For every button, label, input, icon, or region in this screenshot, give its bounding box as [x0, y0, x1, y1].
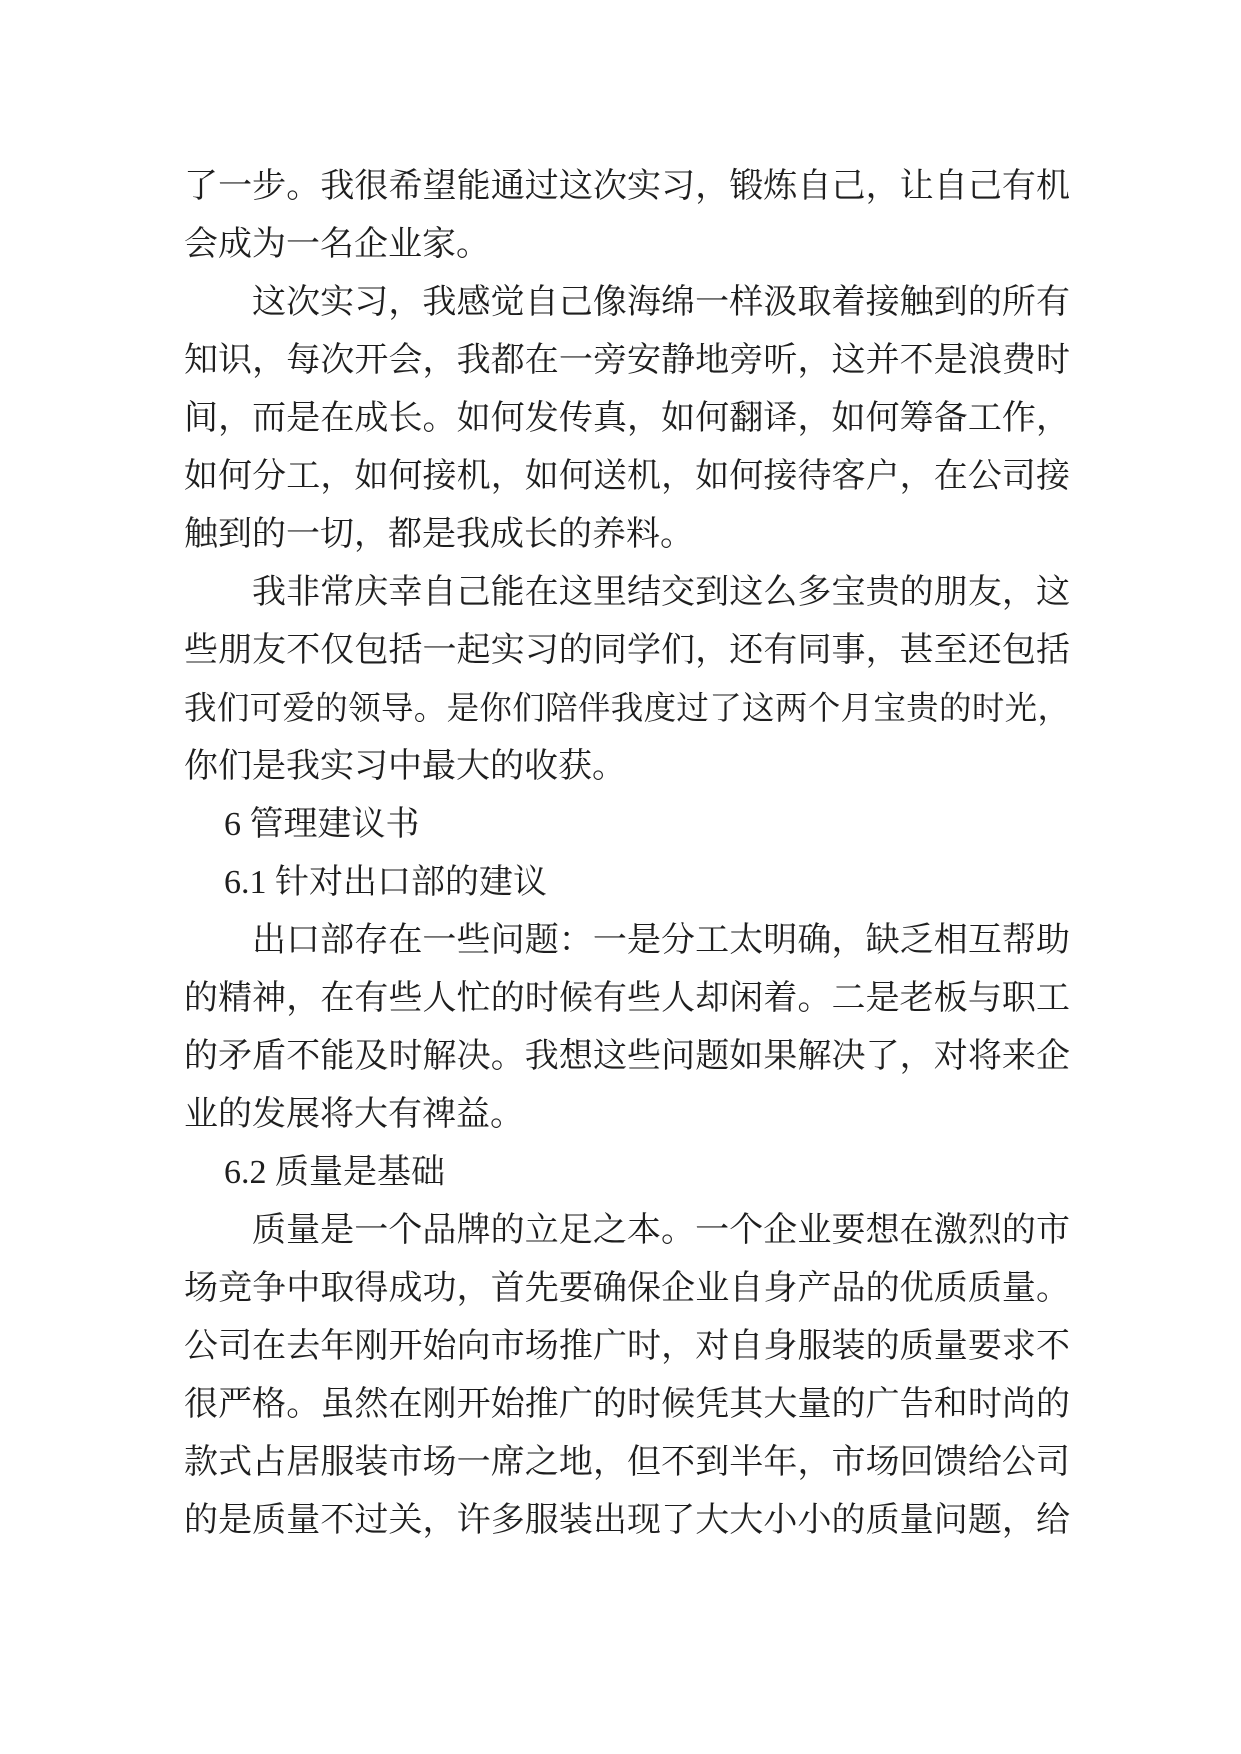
paragraph-line: 知识，每次开会，我都在一旁安静地旁听，这并不是浪费时: [184, 342, 1070, 379]
paragraph-line: 我非常庆幸自己能在这里结交到这么多宝贵的朋友，这: [252, 574, 1070, 611]
paragraph-line: 些朋友不仅包括一起实习的同学们，还有同事，甚至还包括: [184, 632, 1070, 669]
page-text-block: [184, 158, 1070, 1550]
paragraph-line: 质量是一个品牌的立足之本。一个企业要想在激烈的市: [252, 1212, 1070, 1249]
paragraph-line: 场竞争中取得成功，首先要确保企业自身产品的优质质量。: [184, 1270, 1070, 1307]
heading-section-6-2: 6.2 质量是基础: [224, 1154, 445, 1191]
paragraph-line: 款式占居服装市场一席之地，但不到半年，市场回馈给公司: [184, 1444, 1070, 1481]
paragraph-line: 公司在去年刚开始向市场推广时，对自身服装的质量要求不: [184, 1328, 1070, 1365]
paragraph-line: 这次实习，我感觉自己像海绵一样汲取着接触到的所有: [252, 284, 1070, 321]
paragraph-line: 如何分工，如何接机，如何送机，如何接待客户，在公司接: [184, 458, 1070, 495]
paragraph-line: 出口部存在一些问题：一是分工太明确，缺乏相互帮助: [252, 922, 1070, 959]
paragraph-line: 业的发展将大有禆益。: [184, 1096, 524, 1133]
heading-section-6: 6 管理建议书: [224, 806, 420, 843]
heading-section-6-1: 6.1 针对出口部的建议: [224, 864, 547, 901]
paragraph-line: 了一步。我很希望能通过这次实习，锻炼自己，让自己有机: [184, 168, 1070, 205]
paragraph-line: 触到的一切，都是我成长的养料。: [184, 516, 694, 553]
paragraph-line: 我们可爱的领导。是你们陪伴我度过了这两个月宝贵的时光，: [184, 691, 1070, 727]
paragraph-line: 会成为一名企业家。: [184, 226, 490, 263]
paragraph-line: 间，而是在成长。如何发传真，如何翻译，如何筹备工作，: [184, 400, 1070, 437]
paragraph-line: 的是质量不过关，许多服装出现了大大小小的质量问题，给: [184, 1502, 1070, 1539]
paragraph-line: 的精神，在有些人忙的时候有些人却闲着。二是老板与职工: [184, 980, 1070, 1017]
paragraph-line: 的矛盾不能及时解决。我想这些问题如果解决了，对将来企: [184, 1038, 1070, 1075]
paragraph-line: 很严格。虽然在刚开始推广的时候凭其大量的广告和时尚的: [184, 1386, 1070, 1423]
paragraph-line: 你们是我实习中最大的收获。: [184, 748, 626, 785]
